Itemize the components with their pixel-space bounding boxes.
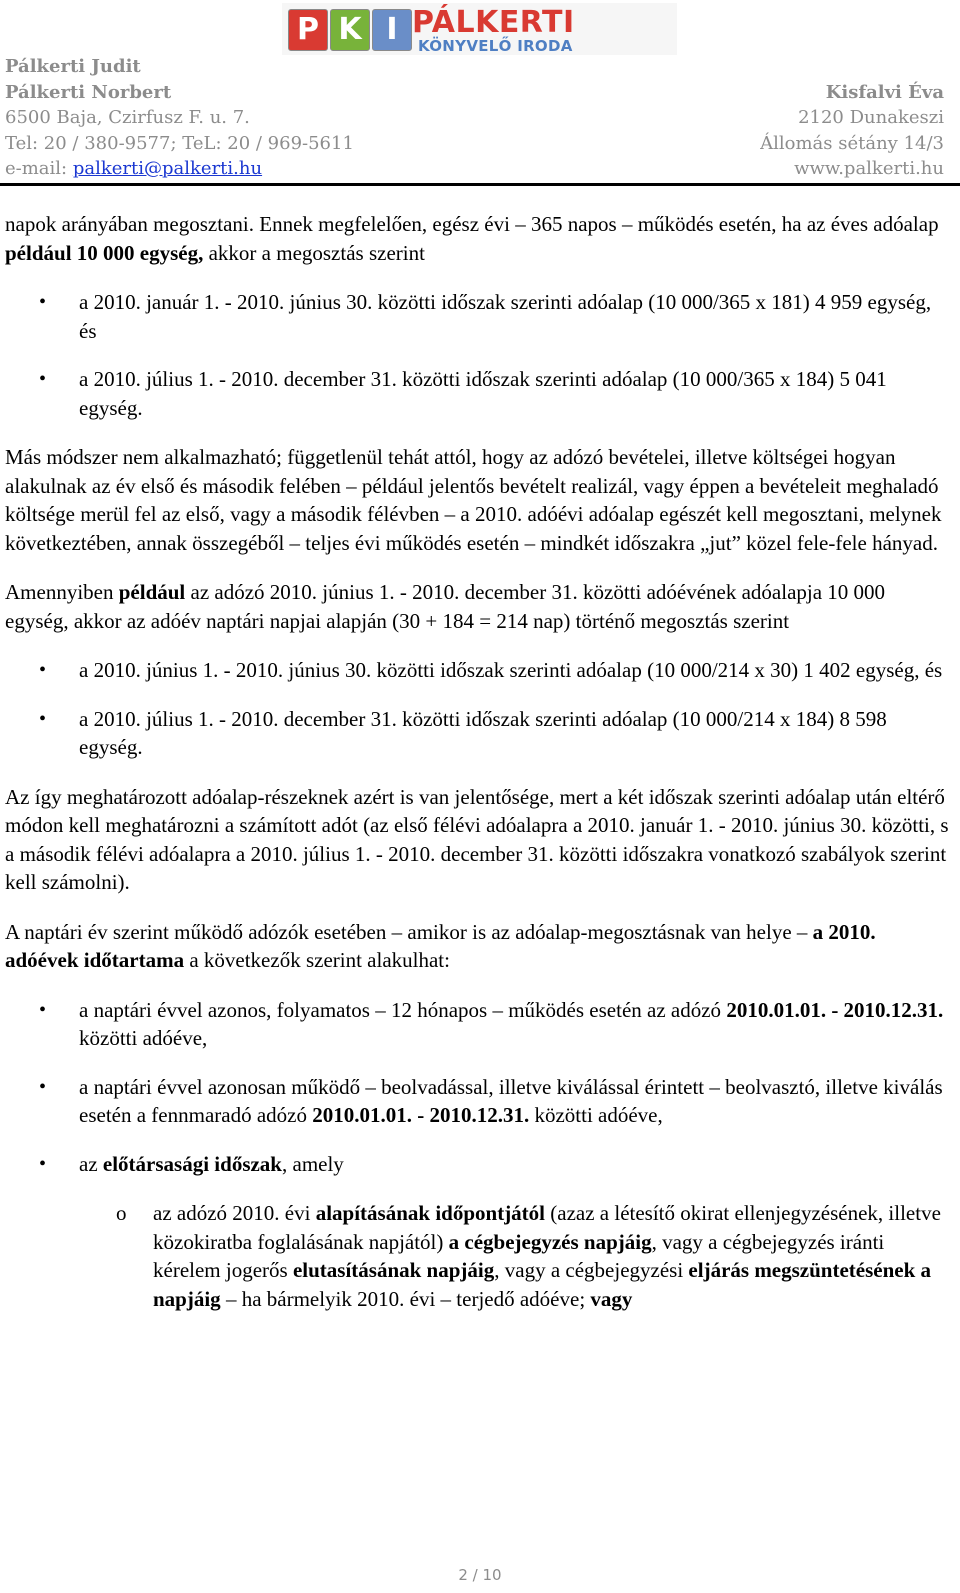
text-run: (azaz a létesítő okirat ellenjegyzésének, illetve közokiratba foglalásának napjától) (153, 1201, 941, 1254)
list-item: • a 2010. január 1. - 2010. június 30. közötti időszak szerinti adóalap (10 000/365 x 181) 4 959 egység, és (5, 288, 950, 345)
email-link[interactable]: palkerti@palkerti.hu (72, 158, 263, 179)
bold-run: eljárás megszüntetésének a napjáig (153, 1258, 932, 1311)
website-link[interactable]: www.palkerti.hu (794, 158, 944, 179)
paragraph-4: Az így meghatározott adóalap-részeknek azért is van jelentősége, mert a két időszak szerinti adóalap után eltérő módon kell meghatározni a számított adót (az első félévi adóalapra a 2010. január 1. - 2010. június 30. közötti, s a második félévi adóalapra a 2010. július 1. - 2010. december 31. közötti időszakra vonatkozó szabályok szerint kell számolni). (5, 784, 949, 894)
paragraph-3 (5, 578, 950, 635)
contact-email-line (5, 156, 354, 182)
text-run: A naptári év szerint működő adózók esetében – amikor is az adóalap-megosztásnak van helye – (5, 919, 813, 944)
list-item: • a 2010. június 1. - 2010. június 30. közötti időszak szerinti adóalap (10 000/214 x 30) 1 402 egység, és (5, 656, 950, 685)
bullet-list-2 (5, 656, 950, 762)
text-run: a naptári évvel azonos, folyamatos – 12 hónapos – működés esetén az adózó (79, 997, 727, 1022)
letterhead (0, 0, 960, 190)
bold-run: előtársasági időszak (102, 1151, 282, 1176)
list-item: • a 2010. július 1. - 2010. december 31. közötti időszak szerinti adóalap (10 000/365 x 184) 5 041 egység. (5, 365, 950, 422)
contact-phone: Tel: 20 / 380-9577; TeL: 20 / 969-5611 (5, 132, 354, 154)
list-item (5, 1150, 950, 1179)
text-run: , amely (282, 1151, 344, 1176)
company-logo (282, 3, 677, 55)
bold-run: 2010.01.01. - 2010.12.31. (312, 1103, 530, 1127)
text-run: a következők szerint alakulhat: (184, 948, 450, 972)
bold-run: a cégbejegyzés napjáig (448, 1229, 652, 1254)
email-label: e-mail: (5, 158, 73, 179)
text-run: az (79, 1151, 103, 1176)
page-number: 2 / 10 (458, 1566, 502, 1584)
text-run: – ha bármelyik 2010. évi – terjedő adóéve; (220, 1286, 591, 1311)
logo-subtitle: KÖNYVELŐ IRODA (418, 37, 573, 55)
paragraph-1 (5, 210, 950, 267)
contact-address: 6500 Baja, Czirfusz F. u. 7. (5, 107, 250, 128)
paragraph-2: Más módszer nem alkalmazható; függetlenül tehát attól, hogy az adózó bevételei, illetve költségei hogyan alakulnak az év első és második felében – például jelentős bevételt realizál, vagy éppen a bevételeit meghaladó költsége merül fel az első, vagy a második félévben – a 2010. adóévi adóalap egészét kell megosztani, melynek következtében, annak összegéből – teljes évi működés esetén – mindkét időszakra „jut” közel fele-fele hányad. (5, 445, 942, 555)
sub-list (5, 1199, 950, 1313)
bold-run: alapításának időpontjától (315, 1201, 546, 1225)
text-run: napok arányában megosztani. Ennek megfelelően, egész évi – 365 napos – működés esetén, ha az éves adóalap (5, 212, 939, 236)
bold-run: például (118, 580, 186, 604)
text-run: akkor a megosztás szerint (203, 240, 425, 265)
text-run: a naptári évvel azonosan működő – beolvadással, illetve kiválással érintett – beolvasztó, illetve kiválás esetén a fennmaradó adózó (79, 1074, 943, 1127)
bold-run: a 2010. adóévek időtartama (5, 919, 876, 972)
logo-brand-name: PÁLKERTI (412, 5, 575, 40)
bold-run: elutasításának napjáig (292, 1258, 495, 1282)
header-left-contact (5, 54, 354, 182)
header-right-contact (760, 54, 944, 182)
list-item (5, 996, 950, 1053)
bold-run: vagy (590, 1286, 633, 1311)
text-run: az adózó 2010. június 1. - 2010. december 31. közötti adóévének adóalapja 10 000 egység, akkor az adóév naptári napjai alapján (30 + 184 = 214 nap) történő megosztás szerint (5, 580, 886, 633)
bullet-list-1 (5, 288, 950, 422)
bold-run: például 10 000 egység, (5, 240, 204, 265)
text-run: , vagy a cégbejegyzési (494, 1258, 689, 1282)
text-run: , vagy a cégbejegyzés iránti kérelem jogerős (153, 1229, 885, 1282)
logo-tiles (288, 9, 412, 51)
contact-name-1: Pálkerti Judit (5, 56, 141, 77)
document-body (5, 210, 950, 1334)
logo-tile-i: I (372, 9, 412, 51)
header-right-spacer (760, 54, 944, 80)
text-run: Amennyiben (5, 580, 119, 604)
logo-tile-k: K (330, 9, 370, 51)
contact-name-2: Pálkerti Norbert (5, 81, 172, 103)
paragraph-5 (5, 918, 950, 975)
text-run: az adózó 2010. évi (153, 1201, 316, 1225)
header-divider (0, 183, 960, 186)
logo-tile-p: P (288, 9, 328, 51)
list-item: • a 2010. július 1. - 2010. december 31. közötti időszak szerinti adóalap (10 000/214 x 184) 8 598 egység. (5, 705, 950, 762)
bold-run: 2010.01.01. - 2010.12.31. (726, 997, 944, 1022)
sub-list-item (5, 1199, 950, 1313)
bullet-list-3 (5, 996, 950, 1179)
contact-street: Állomás sétány 14/3 (760, 132, 944, 154)
text-run: közötti adóéve, (79, 1026, 208, 1050)
text-run: közötti adóéve, (529, 1103, 663, 1127)
list-item (5, 1073, 950, 1130)
contact-city: 2120 Dunakeszi (798, 107, 944, 128)
contact-name-right: Kisfalvi Éva (825, 81, 944, 103)
